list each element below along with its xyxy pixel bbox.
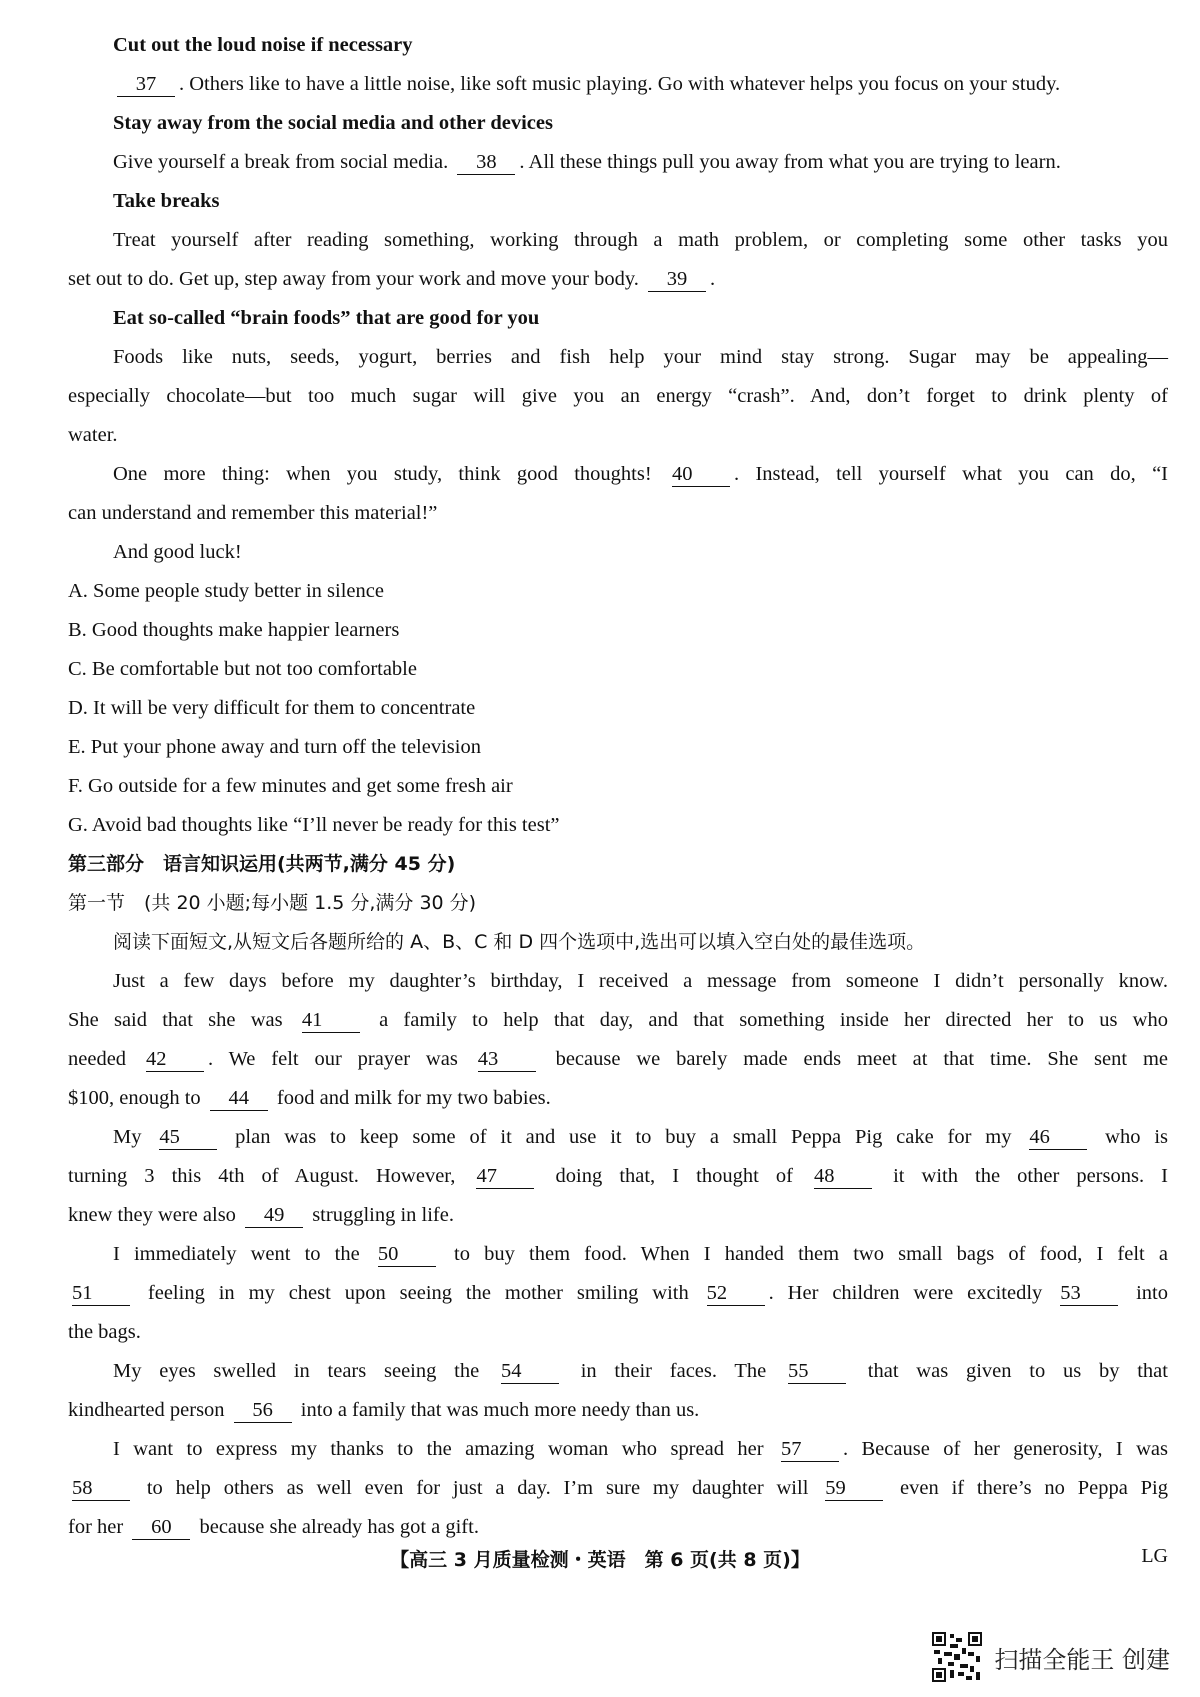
text-run: . Because of her generosity, I was [842,1438,1168,1460]
text-run: especially chocolate—but too much sugar will give you an energy “crash”. And, don’t forget to drink plenty of [68,385,1168,407]
passage-line [68,1469,1168,1508]
answer-blank: 44 [210,1086,268,1111]
text-run: it with the other persons. I [876,1165,1168,1187]
text-run: kindhearted person [68,1399,230,1421]
text-run: even if there’s no Peppa Pig [887,1477,1168,1499]
page-footer [0,1545,1200,1585]
answer-blank: 51 [72,1281,130,1306]
passage-line [68,260,1168,299]
passage-line [68,1235,1168,1274]
text-run: . [709,268,716,290]
passage-line [68,1001,1168,1040]
passage-content [68,26,1168,1547]
answer-blank: 53 [1060,1281,1118,1306]
passage-line [68,1313,1168,1352]
text-run: . Others like to have a little noise, like soft music playing. Go with whatever helps you focus on your study. [179,73,1061,95]
answer-blank: 49 [245,1203,303,1228]
text-run: to help others as well even for just a day. I’m sure my daughter will [134,1477,822,1499]
text-run: I immediately went to the [113,1243,374,1265]
text-run: . We felt our prayer was [207,1048,474,1070]
answer-blank: 41 [302,1008,360,1033]
text-run: because she already has got a gift. [194,1516,479,1538]
text-run: turning 3 this 4th of August. However, [68,1165,473,1187]
passage-line [68,1196,1168,1235]
passage-line [68,1508,1168,1547]
passage-line [68,143,1168,182]
answer-blank: 55 [788,1359,846,1384]
passage-line [68,1430,1168,1469]
text-run: who is [1091,1126,1168,1148]
section-heading: Stay away from the social media and other devices [113,112,553,134]
text-run: plan was to keep some of it and use it to buy a small Peppa Pig cake for my [221,1126,1026,1148]
section-heading: Eat so-called “brain foods” that are good for you [113,307,540,329]
text-run: . Instead, tell yourself what you can do, “I [734,463,1169,485]
answer-blank: 50 [378,1242,436,1267]
answer-blank: 39 [648,267,706,292]
passage-line [68,455,1168,494]
section-instruction: 第一节 (共 20 小题;每小题 1.5 分,满分 30 分) [68,892,477,914]
passage-line [68,377,1168,416]
part-heading: 第三部分 语言知识运用(共两节,满分 45 分) [68,853,456,875]
text-run: Give yourself a break from social media. [113,151,454,173]
text-run: Just a few days before my daughter’s birthday, I received a message from someone I didn’t personally know. [113,970,1168,992]
scanner-watermark-text: 扫描全能王 创建 [994,1645,1170,1674]
passage-line [68,1391,1168,1430]
text-run: into [1122,1282,1168,1304]
answer-blank: 47 [476,1164,534,1189]
text-run: Treat yourself after reading something, working through a math problem, or completing some other tasks you [113,229,1168,251]
answer-blank: 40 [672,462,730,487]
passage-line [68,494,1168,533]
passage-line [68,1079,1168,1118]
answer-option: G. Avoid bad thoughts like “I’ll never be ready for this test” [68,814,560,836]
text-run: She said that she was [68,1009,298,1031]
text-run: that was given to us by that [850,1360,1168,1382]
text-run: into a family that was much more needy than us. [295,1399,700,1421]
text-run: can understand and remember this material!” [68,502,438,524]
footer-title: 【高三 3 月质量检测・英语 第 6 页(共 8 页)】 [390,1549,810,1571]
text-run: water. [68,424,118,446]
scanner-watermark [932,1632,1170,1682]
text-run: in their faces. The [562,1360,785,1382]
passage-line [68,1040,1168,1079]
footer-code: LG [1141,1545,1168,1567]
text-run: And good luck! [113,541,242,563]
passage-line [68,1274,1168,1313]
passage-line [68,1118,1168,1157]
text-run: doing that, I thought of [538,1165,810,1187]
answer-blank: 56 [234,1398,292,1423]
text-run: My [113,1126,156,1148]
answer-blank: 43 [478,1047,536,1072]
text-run: set out to do. Get up, step away from your work and move your body. [68,268,644,290]
text-run: My eyes swelled in tears seeing the [113,1360,497,1382]
answer-blank: 58 [72,1476,130,1501]
passage-line [68,962,1168,1001]
task-instruction: 阅读下面短文,从短文后各题所给的 A、B、C 和 D 四个选项中,选出可以填入空白处的最佳选项。 [113,931,926,953]
answer-option: D. It will be very difficult for them to concentrate [68,697,476,719]
text-run: feeling in my chest upon seeing the mother smiling with [134,1282,703,1304]
answer-blank: 60 [132,1515,190,1540]
answer-option: E. Put your phone away and turn off the television [68,736,481,758]
text-run: . Her children were excitedly [768,1282,1057,1304]
qr-code-icon [932,1632,982,1682]
answer-blank: 54 [501,1359,559,1384]
answer-blank: 42 [146,1047,204,1072]
passage-line [68,338,1168,377]
answer-option: C. Be comfortable but not too comfortable [68,658,417,680]
text-run: Foods like nuts, seeds, yogurt, berries and fish help your mind stay strong. Sugar may be appealing— [113,346,1168,368]
passage-line [68,416,1168,455]
passage-line [68,1157,1168,1196]
text-run: One more thing: when you study, think good thoughts! [113,463,668,485]
answer-option: F. Go outside for a few minutes and get some fresh air [68,775,513,797]
text-run: food and milk for my two babies. [271,1087,551,1109]
passage-line [68,533,1168,572]
text-run: to buy them food. When I handed them two small bags of food, I felt a [439,1243,1168,1265]
answer-option: B. Good thoughts make happier learners [68,619,400,641]
text-run: because we barely made ends meet at that time. She sent me [539,1048,1169,1070]
section-heading: Take breaks [113,190,220,212]
text-run: knew they were also [68,1204,242,1226]
answer-blank: 38 [457,150,515,175]
answer-blank: 52 [707,1281,765,1306]
passage-line [68,1352,1168,1391]
answer-blank: 59 [825,1476,883,1501]
text-run: . All these things pull you away from what you are trying to learn. [519,151,1061,173]
answer-blank: 37 [117,72,175,97]
text-run: for her [68,1516,129,1538]
answer-blank: 45 [159,1125,217,1150]
answer-blank: 46 [1029,1125,1087,1150]
passage-line [68,221,1168,260]
passage-line [68,65,1168,104]
text-run: struggling in life. [307,1204,454,1226]
answer-blank: 57 [781,1437,839,1462]
text-run: $100, enough to [68,1087,206,1109]
answer-option: A. Some people study better in silence [68,580,384,602]
text-run: the bags. [68,1321,141,1343]
text-run: I want to express my thanks to the amazing woman who spread her [113,1438,777,1460]
section-heading: Cut out the loud noise if necessary [113,34,413,56]
answer-blank: 48 [814,1164,872,1189]
text-run: a family to help that day, and that something inside her directed her to us who [363,1009,1168,1031]
text-run: needed [68,1048,142,1070]
